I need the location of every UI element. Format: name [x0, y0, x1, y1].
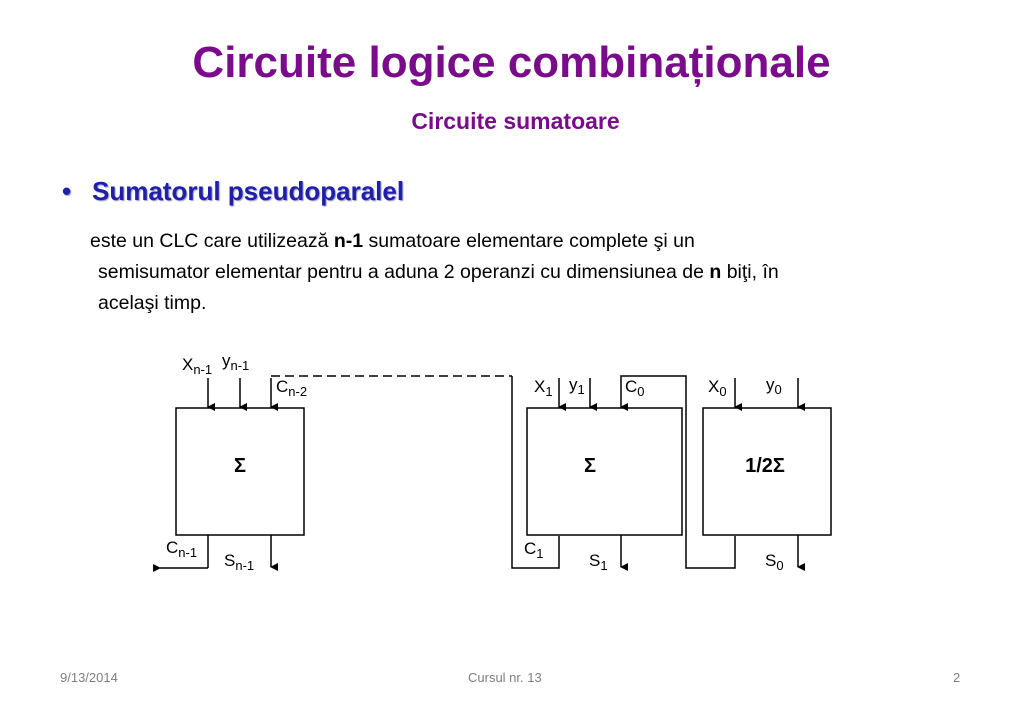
slide-subtitle: Circuite sumatoare	[411, 108, 620, 134]
bullet-text: Sumatorul pseudoparalel	[92, 176, 405, 206]
label-s1: $S_1$	[589, 551, 608, 573]
text-run: sumatoare elementare complete şi un	[363, 230, 695, 252]
label-c-n2: $C_{n-2}$	[276, 377, 308, 399]
full-adder-block-middle	[527, 408, 682, 535]
label-s0: $S_0$	[765, 551, 784, 573]
text-run: este un CLC care utilizează	[90, 230, 334, 252]
footer-page-number: 2	[953, 670, 961, 685]
label-x1: $X_1$	[534, 377, 553, 399]
block-right-label: 1/2Σ	[745, 455, 785, 477]
label-c1: $C_1$	[524, 539, 544, 561]
block-middle-label: Σ	[583, 455, 597, 477]
label-c0: $C_0$	[625, 377, 645, 399]
label-y1: $y_1$	[569, 375, 585, 397]
label-y-n1: $y_{n-1}$	[222, 351, 250, 373]
text-run: semisumator elementar pentru a aduna 2 operanzi cu dimensiunea de	[98, 261, 710, 283]
block-left-label: Σ	[233, 455, 247, 477]
footer-date: 9/13/2014	[60, 670, 118, 685]
label-s-n1: $S_{n-1}$	[224, 551, 255, 573]
slide-title: Circuite logice combinaționale	[192, 38, 831, 87]
bullet-dot: •	[62, 176, 72, 206]
label-x0: $X_0$	[708, 377, 727, 399]
bold-run: n-1	[333, 230, 364, 252]
label-x-n1: $X_{n-1}$	[182, 355, 213, 377]
paragraph-line-3: acelaşi timp.	[98, 292, 207, 314]
bold-run: n	[709, 261, 722, 283]
label-c-n1: $C_{n-1}$	[166, 538, 198, 560]
label-y0: $y_0$	[766, 375, 782, 397]
footer-course: Cursul nr. 13	[468, 670, 542, 685]
text-run: biţi, în	[721, 261, 779, 283]
